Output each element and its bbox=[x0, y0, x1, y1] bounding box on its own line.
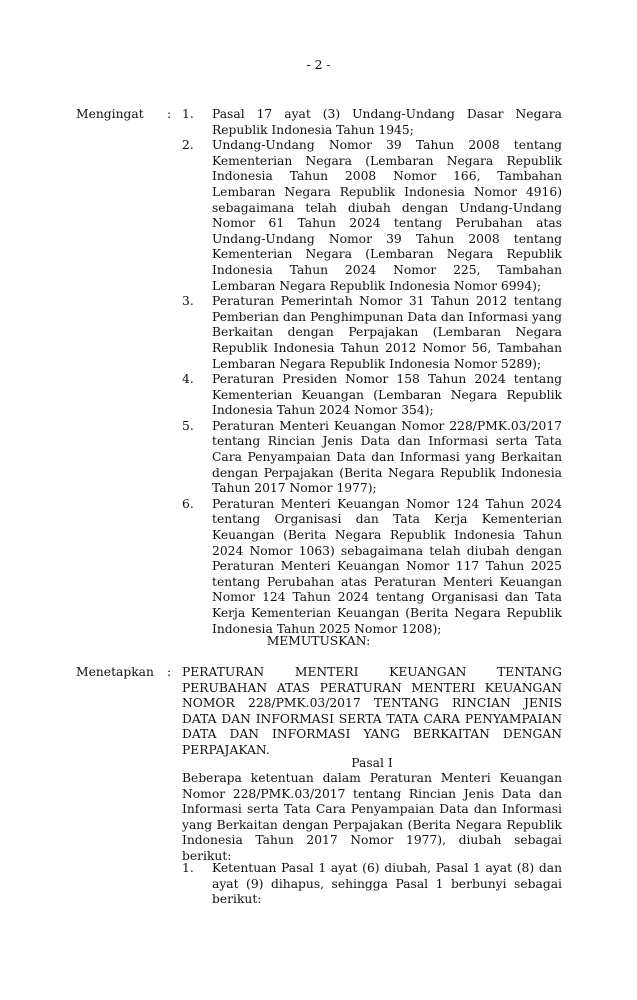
item-text: Peraturan Menteri Keuangan Nomor 228/PMK.03/2017 tentang Rincian Jenis Data dan Informasi serta Tata Cara Penyampaian Data dan Informasi yang Berkaitan dengan Perpajakan (Berita Negara Republik Indonesia Tahun 2017 Nomor 1977); bbox=[212, 418, 562, 496]
item-text: Ketentuan Pasal 1 ayat (6) diubah, Pasal 1 ayat (8) dan ayat (9) dihapus, sehingga Pasal 1 berbunyi sebagai berikut: bbox=[212, 861, 562, 907]
list-item bbox=[182, 372, 562, 419]
item-text: Undang-Undang Nomor 39 Tahun 2008 tentang Kementerian Negara (Lembaran Negara Republik Indonesia Tahun 2008 Nomor 166, Tambahan Lembaran Negara Republik Indonesia Nomor 4916) sebagaimana telah diubah dengan Undang-Undang Nomor 61 Tahun 2024 tentang Perubahan atas Undang-Undang Nomor 39 Tahun 2008 tentang Kementerian Negara (Lembaran Negara Republik Indonesia Tahun 2024 Nomor 225, Tambahan Lembaran Negara Republik Indonesia Nomor 6994); bbox=[212, 138, 562, 293]
item-text: Peraturan Pemerintah Nomor 31 Tahun 2012 tentang Pemberian dan Penghimpunan Data dan Informasi yang Berkaitan dengan Perpajakan (Lembaran Negara Republik Indonesia Tahun 2012 Nomor 56, Tambahan Lembaran Negara Republik Indonesia Nomor 5289); bbox=[212, 294, 562, 371]
item-number: 2. bbox=[182, 138, 194, 153]
list-item bbox=[182, 138, 562, 294]
list-item bbox=[182, 294, 562, 372]
list-item bbox=[182, 497, 562, 637]
list-item bbox=[182, 419, 562, 497]
item-number: 6. bbox=[182, 496, 194, 511]
mengingat-colon: : bbox=[167, 107, 172, 121]
mengingat-list bbox=[182, 107, 562, 637]
menetapkan-colon: : bbox=[167, 665, 172, 679]
list-item bbox=[182, 861, 562, 908]
memutuskan-heading: MEMUTUSKAN: bbox=[266, 634, 371, 648]
item-number: 5. bbox=[182, 418, 194, 433]
item-text: Peraturan Menteri Keuangan Nomor 124 Tahun 2024 tentang Organisasi dan Tata Kerja Kementerian Keuangan (Berita Negara Republik Indonesia Tahun 2024 Nomor 1063) sebagaimana telah diubah dengan Peraturan Menteri Keuangan Nomor 117 Tahun 2025 tentang Perubahan atas Peraturan Menteri Keuangan Nomor 124 Tahun 2024 tentang Organisasi dan Tata Kerja Kementerian Keuangan (Berita Negara Republik Indonesia Tahun 2025 Nomor 1208); bbox=[212, 496, 562, 636]
pasal-title: Pasal I bbox=[351, 756, 393, 770]
item-number: 3. bbox=[182, 294, 194, 309]
item-number: 1. bbox=[182, 861, 194, 875]
list-item bbox=[182, 107, 562, 138]
item-text: Pasal 17 ayat (3) Undang-Undang Dasar Negara Republik Indonesia Tahun 1945; bbox=[212, 107, 562, 137]
item-text: Peraturan Presiden Nomor 158 Tahun 2024 tentang Kementerian Keuangan (Lembaran Negara Republik Indonesia Tahun 2024 Nomor 354); bbox=[212, 372, 562, 418]
item-number: 1. bbox=[182, 107, 194, 121]
menetapkan-label: Menetapkan bbox=[76, 665, 154, 679]
mengingat-label: Mengingat bbox=[76, 107, 144, 121]
item-number: 4. bbox=[182, 372, 194, 387]
pasal-list bbox=[182, 861, 562, 908]
page-number: - 2 - bbox=[306, 58, 331, 72]
pasal-intro: Beberapa ketentuan dalam Peraturan Menteri Keuangan Nomor 228/PMK.03/2017 tentang Rincian Jenis Data dan Informasi serta Tata Cara Penyampaian Data dan Informasi yang Berkaitan dengan Perpajakan (Berita Negara Republik Indonesia Tahun 2017 Nomor 1977), diubah sebagai berikut: bbox=[182, 771, 562, 863]
menetapkan-text: PERATURAN MENTERI KEUANGAN TENTANG PERUBAHAN ATAS PERATURAN MENTERI KEUANGAN NOMOR 228/PMK.03/2017 TENTANG RINCIAN JENIS DATA DAN INFORMASI SERTA TATA CARA PENYAMPAIAN DATA DAN INFORMASI YANG BERKAITAN DENGAN PERPAJAKAN. bbox=[182, 665, 562, 757]
